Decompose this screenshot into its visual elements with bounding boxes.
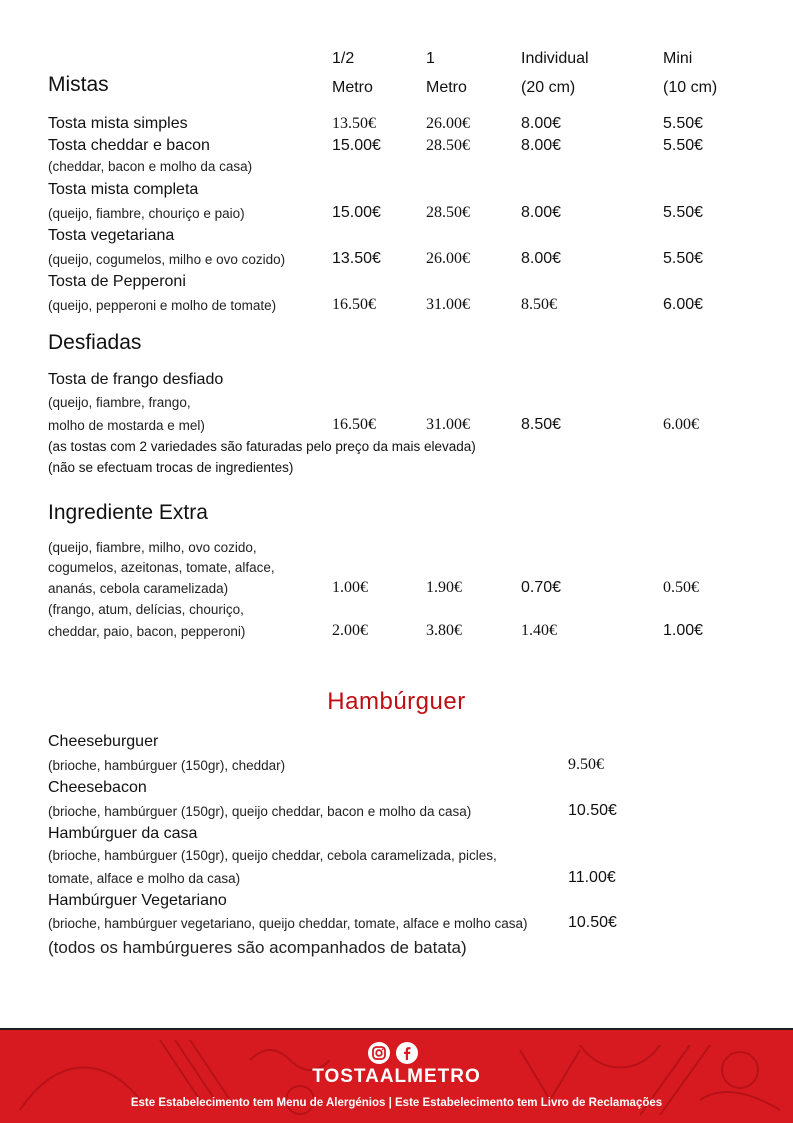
facebook-icon[interactable]	[396, 1042, 418, 1064]
price-metro: 28.50€	[426, 137, 470, 154]
price-mini: 5.50€	[663, 204, 704, 221]
price-mini: 6.00€	[663, 296, 704, 313]
col-metro-top: 1	[426, 50, 435, 67]
item-name: Tosta de Pepperoni	[48, 273, 186, 290]
item-name: Cheeseburguer	[48, 733, 159, 750]
price-half-metro: 16.50€	[332, 296, 376, 313]
col-mini-bottom: (10 cm)	[663, 79, 718, 96]
item-description: tomate, alface e molho da casa)	[48, 871, 241, 886]
item-description: (brioche, hambúrguer vegetariano, queijo cheddar, tomate, alface e molho casa)	[48, 916, 528, 931]
price-mini: 5.50€	[663, 137, 704, 154]
price-burger: 9.50€	[568, 756, 604, 773]
item-description: (queijo, fiambre, chouriço e paio)	[48, 206, 245, 221]
social-icons	[368, 1042, 418, 1064]
section-title-hamburguer: Hambúrguer	[327, 688, 466, 715]
price-individual: 0.70€	[521, 579, 562, 596]
price-individual: 1.40€	[521, 622, 557, 639]
item-description: (queijo, pepperoni e molho de tomate)	[48, 298, 277, 313]
col-half-metro-top: 1/2	[332, 50, 355, 67]
price-individual: 8.00€	[521, 204, 562, 221]
price-mini: 0.50€	[663, 579, 699, 596]
price-half-metro: 13.50€	[332, 115, 376, 132]
item-name: Tosta mista simples	[48, 115, 188, 132]
col-individual-top: Individual	[521, 50, 589, 67]
section-title-desfiadas: Desfiadas	[48, 331, 142, 354]
price-individual: 8.00€	[521, 115, 562, 132]
extra-group1-line3: ananás, cebola caramelizada)	[48, 581, 229, 596]
extra-group2-line1: (frango, atum, delícias, chouriço,	[48, 602, 244, 617]
extra-group2-line2: cheddar, paio, bacon, pepperoni)	[48, 624, 246, 639]
item-name: Tosta vegetariana	[48, 227, 175, 244]
item-name: Hambúrguer da casa	[48, 825, 198, 842]
section-title-mistas: Mistas	[48, 73, 109, 96]
brand-name: TOSTAALMETRO	[312, 1066, 481, 1087]
extra-group1-line2: cogumelos, azeitonas, tomate, alface,	[48, 560, 275, 575]
price-individual: 8.00€	[521, 250, 562, 267]
item-description: molho de mostarda e mel)	[48, 418, 205, 433]
price-mini: 5.50€	[663, 115, 704, 132]
price-burger: 10.50€	[568, 914, 617, 931]
item-name: Tosta de frango desfiado	[48, 371, 224, 388]
price-half-metro: 13.50€	[332, 250, 381, 267]
note-varieties: (as tostas com 2 variedades são faturadas pelo preço da mais elevada)	[48, 439, 476, 454]
item-description: (queijo, cogumelos, milho e ovo cozido)	[48, 252, 286, 267]
price-metro: 31.00€	[426, 296, 470, 313]
item-name: Cheesebacon	[48, 779, 147, 796]
price-mini: 6.00€	[663, 416, 699, 433]
section-title-extra: Ingrediente Extra	[48, 501, 208, 524]
price-half-metro: 15.00€	[332, 137, 381, 154]
price-mini: 5.50€	[663, 250, 704, 267]
item-description: (brioche, hambúrguer (150gr), queijo cheddar, cebola caramelizada, picles,	[48, 848, 497, 863]
note-no-swaps: (não se efectuam trocas de ingredientes)	[48, 460, 294, 475]
extra-group1-line1: (queijo, fiambre, milho, ovo cozido,	[48, 540, 257, 555]
price-metro: 3.80€	[426, 622, 462, 639]
item-name: Tosta cheddar e bacon	[48, 137, 210, 154]
price-half-metro: 16.50€	[332, 416, 376, 433]
col-mini-top: Mini	[663, 50, 693, 67]
price-metro: 31.00€	[426, 416, 470, 433]
item-name: Hambúrguer Vegetariano	[48, 892, 227, 909]
note-batata: (todos os hambúrgueres são acompanhados de batata)	[48, 938, 467, 957]
price-individual: 8.50€	[521, 416, 562, 433]
item-description: (cheddar, bacon e molho da casa)	[48, 159, 253, 174]
price-half-metro: 2.00€	[332, 622, 368, 639]
footer-notice: Este Estabelecimento tem Menu de Alergénios | Este Estabelecimento tem Livro de Reclamações	[130, 1097, 663, 1109]
item-description: (brioche, hambúrguer (150gr), queijo cheddar, bacon e molho da casa)	[48, 804, 472, 819]
col-half-metro-bottom: Metro	[332, 79, 373, 96]
footer-bar	[0, 1030, 793, 1123]
col-metro-bottom: Metro	[426, 79, 467, 96]
item-name: Tosta mista completa	[48, 181, 199, 198]
price-mini: 1.00€	[663, 622, 704, 639]
price-individual: 8.00€	[521, 137, 562, 154]
price-half-metro: 1.00€	[332, 579, 368, 596]
price-half-metro: 15.00€	[332, 204, 381, 221]
price-metro: 1.90€	[426, 579, 462, 596]
price-metro: 28.50€	[426, 204, 470, 221]
item-description: (queijo, fiambre, frango,	[48, 395, 191, 410]
price-burger: 11.00€	[568, 869, 616, 886]
col-individual-bottom: (20 cm)	[521, 79, 576, 96]
price-metro: 26.00€	[426, 115, 470, 132]
price-burger: 10.50€	[568, 802, 617, 819]
price-metro: 26.00€	[426, 250, 470, 267]
item-description: (brioche, hambúrguer (150gr), cheddar)	[48, 758, 286, 773]
instagram-icon[interactable]	[368, 1042, 390, 1064]
price-individual: 8.50€	[521, 296, 557, 313]
